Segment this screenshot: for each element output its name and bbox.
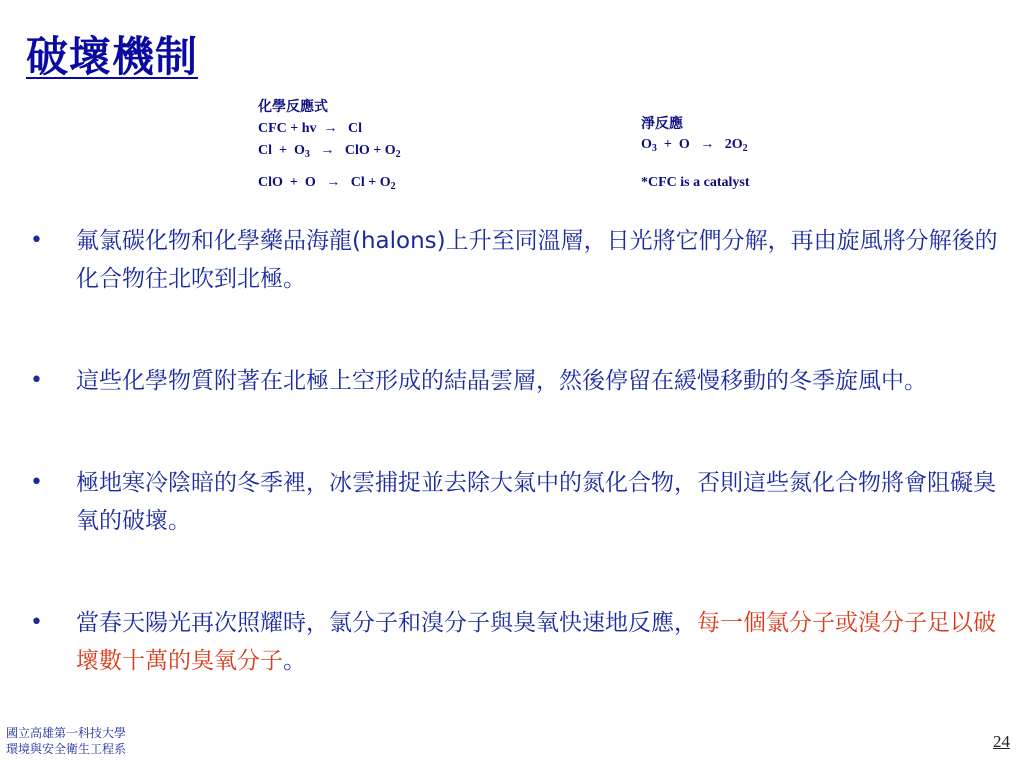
eq3-plus: + bbox=[289, 175, 298, 190]
net-arrow: → bbox=[700, 137, 715, 152]
net-reaction bbox=[641, 113, 750, 191]
net-a: O bbox=[641, 137, 652, 152]
eq3-c: Cl + O bbox=[350, 175, 391, 190]
equation-line-2 bbox=[258, 141, 401, 163]
net-b: O bbox=[678, 137, 690, 152]
bullet-list bbox=[30, 222, 1005, 680]
catalyst-note: *CFC is a catalyst bbox=[641, 175, 750, 190]
net-reaction-equation bbox=[641, 135, 750, 157]
eq2-b: O bbox=[293, 143, 305, 158]
net-a-sub: 3 bbox=[651, 143, 657, 154]
bullet-item bbox=[30, 464, 1005, 540]
bullet-icon: • bbox=[30, 470, 43, 495]
bullet-text: 當春天陽光再次照耀時，氯分子和溴分子與臭氧快速地反應， bbox=[76, 610, 697, 636]
eq3-b: O bbox=[304, 175, 316, 190]
bullet-icon: • bbox=[30, 610, 43, 635]
eq3-a: ClO bbox=[258, 175, 283, 190]
eq2-a: Cl bbox=[258, 143, 272, 158]
eq1-rhs: Cl bbox=[348, 121, 363, 136]
eq1-lhs: CFC + hv bbox=[258, 121, 317, 136]
net-plus: + bbox=[663, 137, 672, 152]
bullet-text: 極地寒冷陰暗的冬季裡，冰雲捕捉並去除大氣中的氮化合物，否則這些氮化合物將會阻礙臭氧的破壞。 bbox=[76, 470, 996, 534]
bullet-text: 氟氯碳化物和化學藥品海龍(halons)上升至同溫層，日光將它們分解，再由旋風將分解後的化合物往北吹到北極。 bbox=[76, 228, 998, 292]
net-c: 2O bbox=[724, 137, 743, 152]
eq3-arrow: → bbox=[326, 175, 341, 190]
eq2-arrow: → bbox=[320, 143, 335, 158]
footer-line-1: 國立高雄第一科技大學 bbox=[6, 726, 127, 740]
eq3-c-sub: 2 bbox=[390, 181, 396, 192]
equations-heading: 化學反應式 bbox=[258, 99, 328, 115]
bullet-text: 這些化學物質附著在北極上空形成的結晶雲層，然後停留在緩慢移動的冬季旋風中。 bbox=[76, 368, 927, 394]
bullet-item bbox=[30, 222, 1005, 298]
bullet-item bbox=[30, 362, 1005, 400]
eq2-c: ClO + O bbox=[344, 143, 396, 158]
bullet-item bbox=[30, 604, 1005, 680]
bullet-highlight-text: 每一個氯分子或溴分子足以破壞數十萬的臭氧分子 bbox=[76, 610, 996, 674]
bullet-tail-text: 。 bbox=[283, 648, 306, 674]
net-reaction-heading: 淨反應 bbox=[641, 116, 683, 132]
eq1-arrow: → bbox=[323, 121, 338, 136]
eq2-c-sub: 2 bbox=[395, 149, 401, 160]
equation-line-1 bbox=[258, 119, 401, 141]
page-title: 破壞機制 bbox=[26, 32, 199, 81]
eq2-plus: + bbox=[279, 143, 287, 158]
bullet-icon: • bbox=[30, 228, 43, 253]
bullet-icon: • bbox=[30, 368, 43, 393]
chemical-equations bbox=[258, 96, 401, 195]
net-c-sub: 2 bbox=[742, 143, 748, 154]
footer-line-2: 環境與安全衛生工程系 bbox=[6, 742, 127, 756]
equation-line-3 bbox=[258, 173, 401, 195]
page-number: 24 bbox=[993, 732, 1010, 751]
eq2-b-sub: 3 bbox=[304, 149, 310, 160]
footer-institution bbox=[6, 725, 126, 757]
